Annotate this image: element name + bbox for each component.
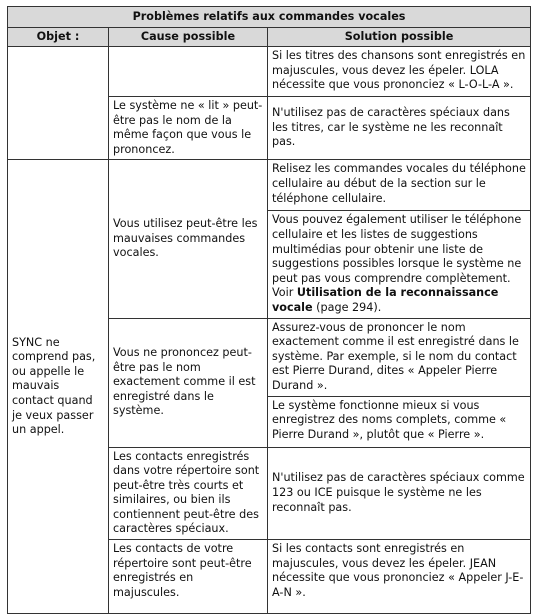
solution-cell: N'utilisez pas de caractères spéciaux comme 123 ou ICE puisque le système ne les reconnaît pas.	[268, 447, 531, 540]
column-header-object: Objet :	[8, 28, 109, 47]
solution-cell-with-reference	[268, 211, 531, 318]
cause-cell: Les contacts de votre répertoire sont peut-être enregistrés en majuscules.	[109, 540, 268, 614]
cause-cell: Vous utilisez peut-être les mauvaises commandes vocales.	[109, 160, 268, 318]
cause-cell: Les contacts enregistrés dans votre répertoire sont peut-être très courts et similaires, ou bien ils contiennent peut-être des caractères spéciaux.	[109, 447, 268, 540]
solution-cell: Le système fonctionne mieux si vous enregistrez des noms complets, comme « Pierre Durand », plutôt que « Pierre ».	[268, 396, 531, 447]
page-reference: (page 294).	[312, 300, 382, 314]
table-title: Problèmes relatifs aux commandes vocales	[8, 7, 531, 28]
solution-cell: Relisez les commandes vocales du téléphone cellulaire au début de la section sur le téléphone cellulaire.	[268, 160, 531, 211]
cause-cell-empty	[109, 47, 268, 97]
solution-cell: Si les titres des chansons sont enregistrés en majuscules, vous devez les épeler. LOLA nécessite que vous prononciez « L-O-L-A ».	[268, 47, 531, 97]
voice-command-troubleshooting-table	[7, 6, 531, 614]
table-row	[8, 47, 531, 97]
object-cell-empty	[8, 47, 109, 160]
solution-cell: N'utilisez pas de caractères spéciaux dans les titres, car le système ne les reconnaît pas.	[268, 97, 531, 160]
column-header-solution: Solution possible	[268, 28, 531, 47]
cross-reference-link: Utilisation de la reconnaissance vocale	[272, 286, 499, 314]
column-header-cause: Cause possible	[109, 28, 268, 47]
object-cell: SYNC ne comprend pas, ou appelle le mauvais contact quand je veux passer un appel.	[8, 160, 109, 614]
table-row	[8, 160, 531, 211]
solution-cell: Si les contacts sont enregistrés en majuscules, vous devez les épeler. JEAN nécessite que vous prononciez « Appeler J-E-A-N ».	[268, 540, 531, 614]
solution-cell: Assurez-vous de prononcer le nom exactement comme il est enregistré dans le système. Par exemple, si le nom du contact est Pierre Durand, dites « Appeler Pierre Durand ».	[268, 318, 531, 396]
solution-text: Vous pouvez également utiliser le téléphone cellulaire et les listes de suggestions multimédias pour obtenir une liste de suggestions possibles lorsque le système ne peut pas vous comprendre complètement. Voir	[272, 213, 522, 300]
cause-cell: Le système ne « lit » peut-être pas le nom de la même façon que vous le prononcez.	[109, 97, 268, 160]
cause-cell: Vous ne prononcez peut-être pas le nom exactement comme il est enregistré dans le système.	[109, 318, 268, 447]
